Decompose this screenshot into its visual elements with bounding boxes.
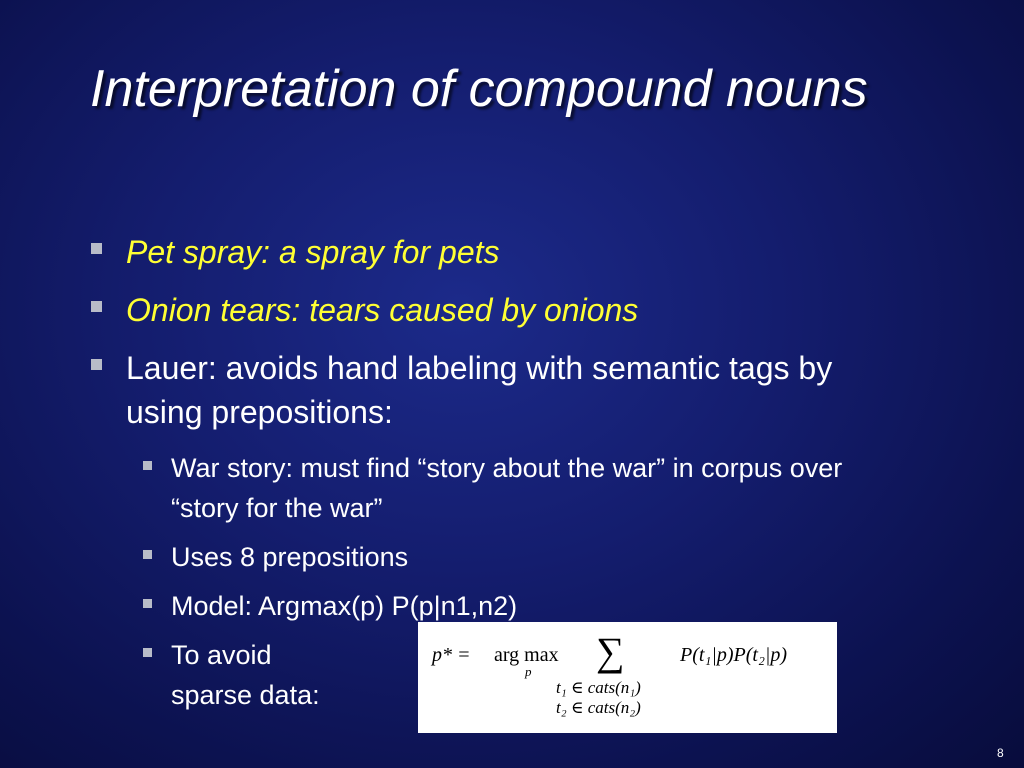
sub-bullet-text: War story: must find “story about the war” in corpus over “story for the war” — [171, 453, 843, 523]
sum-symbol: ∑ — [596, 629, 625, 674]
formula-image — [418, 622, 837, 733]
sub-bullet-item — [171, 537, 871, 577]
bullet-item — [126, 230, 926, 274]
formula-summand: P(t₁|p)P(t₂|p) — [680, 644, 788, 666]
bullet-text: Pet spray: a spray for pets — [126, 234, 500, 270]
formula-argmax-subscript: p — [525, 664, 532, 679]
formula-sum-index-2: t₂ ∈ cats(n₂) — [556, 698, 641, 717]
sub-bullet-item — [171, 586, 871, 626]
square-bullet-icon — [143, 550, 152, 559]
sub-bullet-item — [171, 635, 321, 715]
sub-bullet-text: Uses 8 prepositions — [171, 542, 409, 572]
sub-bullet-item — [171, 448, 851, 528]
slide-title: Interpretation of compound nouns — [90, 60, 868, 118]
square-bullet-icon — [91, 359, 102, 370]
square-bullet-icon — [143, 648, 152, 657]
square-bullet-icon — [91, 301, 102, 312]
formula-argmax: arg max — [494, 644, 559, 666]
page-number: 8 — [997, 746, 1004, 760]
sub-bullet-text: To avoid sparse data: — [171, 640, 320, 710]
sub-bullet-text: Model: Argmax(p) P(p|n1,n2) — [171, 591, 518, 621]
bullet-text: Lauer: avoids hand labeling with semantic tags by using prepositions: — [126, 350, 833, 430]
square-bullet-icon — [143, 599, 152, 608]
formula-sum-index-1: t₁ ∈ cats(n₁) — [556, 678, 641, 697]
bullet-text: Onion tears: tears caused by onions — [126, 292, 639, 328]
square-bullet-icon — [143, 461, 152, 470]
square-bullet-icon — [91, 243, 102, 254]
bullet-item — [126, 346, 886, 434]
formula-lhs: p* = — [432, 644, 471, 666]
bullet-item — [126, 288, 926, 332]
